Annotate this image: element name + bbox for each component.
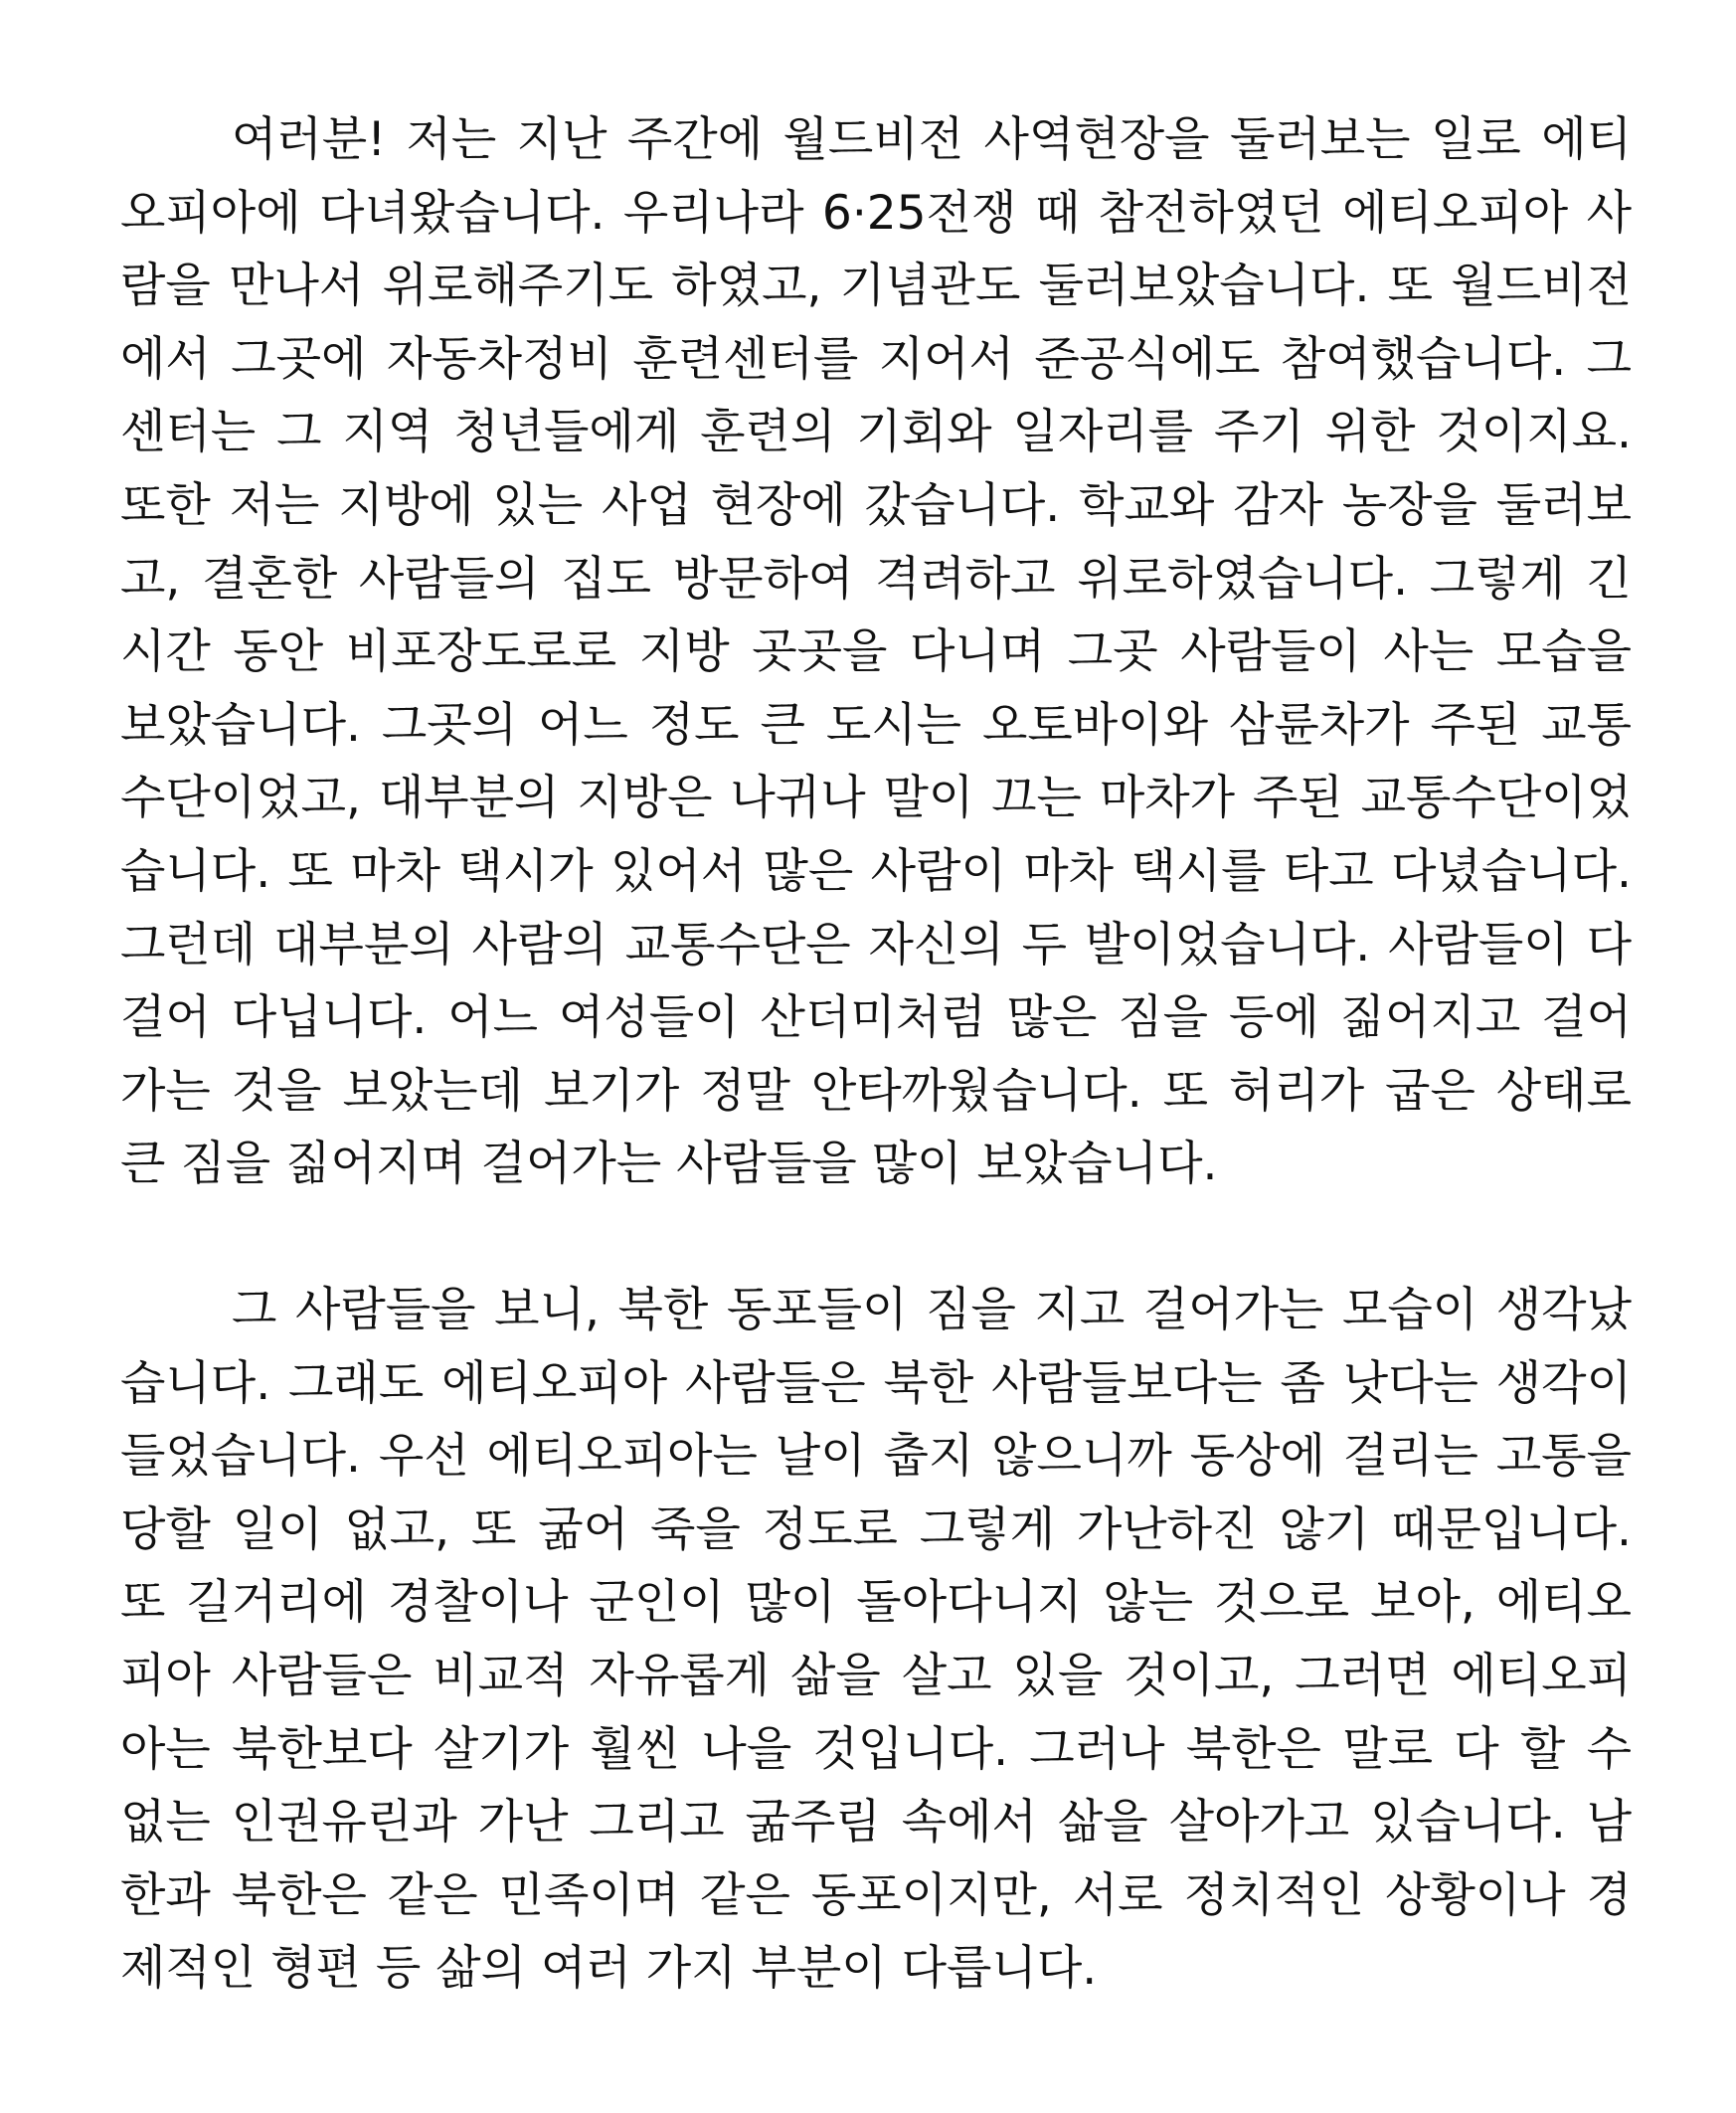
- paragraph-line: 센터는 그 지역 청년들에게 훈련의 기회와 일자리를 주기 위한 것이지요.: [120, 405, 1632, 460]
- paragraph-line: 아는 북한보다 살기가 훨씬 나을 것입니다. 그러나 북한은 말로 다 할 수: [120, 1721, 1632, 1777]
- paragraph-line: 또 길거리에 경찰이나 군인이 많이 돌아다니지 않는 것으로 보아, 에티오: [120, 1575, 1632, 1631]
- paragraph-line: 습니다. 또 마차 택시가 있어서 많은 사람이 마차 택시를 타고 다녔습니다.: [120, 843, 1632, 899]
- paragraph-2: [120, 1274, 1632, 2006]
- paragraph-line: 가는 것을 보았는데 보기가 정말 안타까웠습니다. 또 허리가 굽은 상태로: [120, 1063, 1632, 1119]
- paragraph-line: 한과 북한은 같은 민족이며 같은 동포이지만, 서로 정치적인 상황이나 경: [120, 1867, 1632, 1923]
- paragraph-line: 들었습니다. 우선 에티오피아는 날이 춥지 않으니까 동상에 걸리는 고통을: [120, 1429, 1632, 1485]
- paragraph-line: 없는 인권유린과 가난 그리고 굶주림 속에서 삶을 살아가고 있습니다. 남: [120, 1795, 1632, 1850]
- paragraph-line: 보았습니다. 그곳의 어느 정도 큰 도시는 오토바이와 삼륜차가 주된 교통: [120, 697, 1632, 753]
- paragraph-line: 여러분! 저는 지난 주간에 월드비전 사역현장을 둘러보는 일로 에티: [232, 112, 1632, 167]
- paragraph-1: [120, 103, 1632, 1201]
- paragraph-line: 큰 짐을 짊어지며 걸어가는 사람들을 많이 보았습니다.: [120, 1137, 1218, 1192]
- paragraph-line: 당할 일이 없고, 또 굶어 죽을 정도로 그렇게 가난하진 않기 때문입니다.: [120, 1501, 1632, 1557]
- paragraph-line: 에서 그곳에 자동차정비 훈련센터를 지어서 준공식에도 참여했습니다. 그: [120, 331, 1632, 387]
- paragraph-line: 그런데 대부분의 사람의 교통수단은 자신의 두 발이었습니다. 사람들이 다: [120, 917, 1632, 972]
- paragraph-line: 람을 만나서 위로해주기도 하였고, 기념관도 둘러보았습니다. 또 월드비전: [120, 259, 1632, 314]
- paragraph-line: 오피아에 다녀왔습니다. 우리나라 6·25전쟁 때 참전하였던 에티오피아 사: [120, 185, 1632, 241]
- paragraph-line: 피아 사람들은 비교적 자유롭게 삶을 살고 있을 것이고, 그러면 에티오피: [120, 1648, 1632, 1703]
- paragraph-line: 그 사람들을 보니, 북한 동포들이 짐을 지고 걸어가는 모습이 생각났: [232, 1283, 1632, 1337]
- paragraph-line: 습니다. 그래도 에티오피아 사람들은 북한 사람들보다는 좀 낫다는 생각이: [120, 1355, 1632, 1411]
- paragraph-line: 또한 저는 지방에 있는 사업 현장에 갔습니다. 학교와 감자 농장을 둘러보: [120, 477, 1632, 533]
- paragraph-line: 시간 동안 비포장도로로 지방 곳곳을 다니며 그곳 사람들이 사는 모습을: [120, 624, 1632, 680]
- paragraph-line: 걸어 다닙니다. 어느 여성들이 산더미처럼 많은 짐을 등에 짊어지고 걸어: [120, 990, 1632, 1046]
- paragraph-line: 고, 결혼한 사람들의 집도 방문하여 격려하고 위로하였습니다. 그렇게 긴: [120, 551, 1632, 607]
- paragraph-line: 수단이었고, 대부분의 지방은 나귀나 말이 끄는 마차가 주된 교통수단이었: [120, 771, 1632, 826]
- paragraph-line: 제적인 형편 등 삶의 여러 가지 부분이 다릅니다.: [120, 1941, 1098, 1997]
